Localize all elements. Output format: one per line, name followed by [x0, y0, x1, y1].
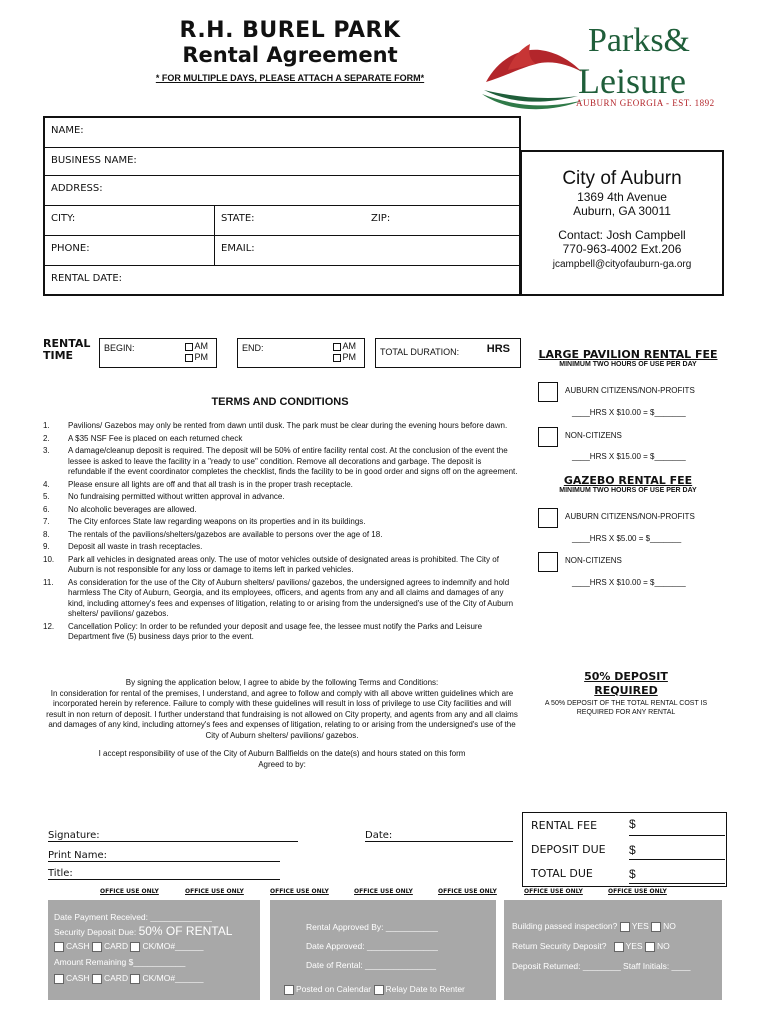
inspection-yes-checkbox[interactable] — [620, 922, 630, 932]
zip-field[interactable] — [365, 206, 521, 235]
pavilion-fee-section — [526, 348, 730, 368]
begin-am-checkbox[interactable] — [185, 343, 193, 351]
signing-statement — [43, 678, 521, 770]
office-use-label-6: OFFICE USE ONLY — [524, 888, 583, 895]
state-label: STATE: — [221, 213, 255, 224]
card-label-2: CARD — [104, 972, 129, 983]
return-yes-label: YES — [625, 941, 643, 951]
ckmo-label-1: CK/MO#______ — [142, 941, 204, 951]
gazebo-fee-minimum: MINIMUM TWO HOURS OF USE PER DAY — [559, 487, 697, 494]
gazebo-citizens-label: AUBURN CITIZENS/NON-PROFITS — [565, 512, 695, 521]
logo-tagline: AUBURN GEORGIA - EST. 1892 — [576, 98, 715, 108]
email-label: EMAIL: — [221, 243, 255, 254]
signing-p1: By signing the application below, I agree to abide by the following Terms and Conditions: — [125, 678, 439, 687]
date-approved: Date Approved: _______________ — [306, 941, 438, 951]
signature-field[interactable] — [48, 830, 298, 842]
end-label: END: — [242, 343, 264, 353]
pavilion-noncitizens-rate: ____HRS X $15.00 = $_______ — [572, 452, 686, 461]
total-due-dollar: $ — [629, 867, 636, 881]
inspection-no-label: NO — [663, 921, 676, 931]
city-field[interactable] — [45, 206, 215, 235]
terms-item-text: The City enforces State law regarding weapons on its properties and in its buildings. — [68, 517, 366, 526]
gazebo-noncitizens-checkbox[interactable] — [538, 552, 558, 572]
office-use-label-7: OFFICE USE ONLY — [608, 888, 667, 895]
rental-time-label — [43, 338, 90, 362]
cash-label-1: CASH — [66, 941, 90, 951]
office-use-label-2: OFFICE USE ONLY — [185, 888, 244, 895]
logo-parks: Parks& — [588, 22, 690, 59]
business-name-label: BUSINESS NAME: — [51, 155, 137, 166]
city-label: CITY: — [51, 213, 76, 224]
total-duration-field[interactable] — [375, 338, 521, 368]
return-yes-checkbox[interactable] — [614, 942, 624, 952]
header — [100, 18, 480, 83]
terms-item — [43, 492, 521, 503]
return-no-label: NO — [656, 941, 670, 951]
terms-item — [43, 421, 521, 432]
total-due-line[interactable] — [629, 883, 725, 884]
gazebo-fee-section — [526, 474, 730, 494]
deposit-heading — [526, 670, 726, 698]
card-label-1: CARD — [104, 941, 129, 951]
business-name-field[interactable] — [45, 148, 519, 176]
date-of-rental: Date of Rental: _______________ — [306, 960, 436, 970]
terms-item-text: As consideration for the use of the City of Auburn shelters/ pavilions/ gazebos, the undersigned agrees to indemnify and hold harmless The City of Auburn, Georgia, and its employees, officers, and agents from any and all claims and damages of any kind, including attorney's fees and expenses of litigation, relating to or arising from the undersigned's use of the City of Auburn shelters/ pavilions/ gazebos. — [68, 577, 514, 618]
payment-received: Date Payment Received: _____________ — [54, 912, 212, 922]
office-inspection-box — [504, 900, 722, 1000]
date-label: Date: — [365, 830, 393, 841]
pavilion-citizens-label: AUBURN CITIZENS/NON-PROFITS — [565, 386, 695, 395]
terms-item-text: No alcoholic beverages are allowed. — [68, 504, 197, 514]
posted-calendar-checkbox[interactable] — [284, 985, 294, 995]
terms-item-text: No fundraising permitted without written approval in advance. — [68, 492, 285, 501]
title-field[interactable] — [48, 868, 280, 880]
begin-time-field[interactable] — [99, 338, 217, 368]
terms-item-number: 12. — [43, 621, 55, 631]
rental-fee-line[interactable] — [629, 835, 725, 836]
deposit-text: A 50% DEPOSIT OF THE TOTAL RENTAL COST IS REQUIRED FOR ANY RENTAL — [544, 700, 708, 716]
deposit-head2: REQUIRED — [594, 684, 658, 697]
title-label: Title: — [48, 868, 73, 879]
end-time-field[interactable] — [237, 338, 365, 368]
print-name-label: Print Name: — [48, 850, 108, 861]
oak-leaf-icon — [478, 30, 588, 110]
terms-item-number: 2. — [43, 433, 50, 443]
city-contact-box — [520, 150, 724, 296]
terms-item — [43, 517, 521, 528]
end-am-label: AM — [342, 341, 356, 351]
terms-item-text: Please ensure all lights are off and that all trash is in the proper trash receptacle. — [68, 479, 353, 489]
begin-pm-label: PM — [194, 352, 208, 362]
deposit-due-dollar: $ — [629, 843, 636, 857]
terms-item — [43, 622, 521, 643]
contact-phone: 770-963-4002 Ext.206 — [562, 242, 682, 256]
relay-date-checkbox[interactable] — [374, 985, 384, 995]
terms-item-text: Pavilions/ Gazebos may only be rented from dawn until dusk. The park must be clear during the evening hours before dawn. — [68, 421, 508, 430]
office-payment-box — [48, 900, 260, 1000]
deposit-returned: Deposit Returned: ________ Staff Initials: ____ — [512, 961, 691, 971]
rental-date-field[interactable] — [45, 266, 519, 296]
relay-date-label: Relay Date to Renter — [385, 984, 465, 994]
city-citystate: Auburn, GA 30011 — [573, 204, 671, 218]
state-field[interactable] — [215, 206, 365, 235]
cash-checkbox-2[interactable] — [54, 974, 64, 984]
office-approval-box — [270, 900, 496, 1000]
hrs-label: HRS — [486, 343, 510, 355]
parks-leisure-logo — [478, 22, 728, 112]
terms-item-number: 6. — [43, 504, 50, 514]
deposit-due-label: DEPOSIT DUE — [531, 843, 606, 856]
inspection-yes-label: YES — [631, 921, 649, 931]
gazebo-noncitizens-rate: ____HRS X $10.00 = $_______ — [572, 578, 686, 587]
return-deposit-label: Return Security Deposit? — [512, 941, 607, 951]
title-park: R.H. BUREL PARK — [179, 18, 401, 43]
email-field[interactable] — [215, 236, 521, 265]
end-pm-label: PM — [342, 352, 356, 362]
address-field[interactable] — [45, 176, 519, 206]
signature-label: Signature: — [48, 830, 100, 841]
phone-field[interactable] — [45, 236, 215, 265]
terms-item — [43, 434, 521, 445]
address-label: ADDRESS: — [51, 183, 103, 194]
end-pm-checkbox[interactable] — [333, 354, 341, 362]
cash-checkbox-1[interactable] — [54, 942, 64, 952]
terms-item-number: 10. — [43, 554, 55, 564]
gazebo-citizens-rate: ____HRS X $5.00 = $_______ — [572, 534, 682, 543]
totals-box — [522, 812, 727, 887]
amount-remaining: Amount Remaining $___________ — [54, 956, 186, 967]
inspection-label: Building passed inspection? — [512, 921, 618, 931]
office-use-label-4: OFFICE USE ONLY — [354, 888, 413, 895]
pavilion-fee-minimum: MINIMUM TWO HOURS OF USE PER DAY — [559, 361, 697, 368]
begin-pm-checkbox[interactable] — [185, 354, 193, 362]
signing-p3: I accept responsibility of use of the City of Auburn Ballfields on the date(s) and hours stated on this form — [98, 749, 466, 758]
begin-am-label: AM — [194, 341, 208, 351]
rental-label: RENTAL — [43, 337, 91, 350]
card-checkbox-1[interactable] — [92, 942, 102, 952]
inspection-no-checkbox[interactable] — [651, 922, 661, 932]
terms-item-text: A damage/cleanup deposit is required. The deposit will be 50% of entire facility rental cost. At the conclusion of the event the lessee is asked to leave the facility in a "ready to use" condition. Remove all decorations and garbage. The deposit is refundable if the event coordinator completes the checklist, finds the facility to be in good order and signs off on the agreement. — [68, 446, 518, 476]
end-am-checkbox[interactable] — [333, 343, 341, 351]
pavilion-citizens-checkbox[interactable] — [538, 382, 558, 402]
ckmo-checkbox-2[interactable] — [130, 974, 140, 984]
terms-item-number: 8. — [43, 529, 50, 539]
terms-item-number: 5. — [43, 492, 50, 501]
applicant-info-box — [43, 116, 521, 296]
terms-item-text: Cancellation Policy: In order to be refunded your deposit and usage fee, the lessee must notify the Parks and Leisure Department five (5) business days prior to the event. — [68, 621, 483, 641]
security-due-label: Security Deposit Due: — [54, 927, 137, 937]
terms-item-number: 9. — [43, 542, 50, 551]
gazebo-citizens-checkbox[interactable] — [538, 508, 558, 528]
return-no-checkbox[interactable] — [645, 942, 655, 952]
terms-item-number: 4. — [43, 479, 50, 489]
contact-email: jcampbell@cityofauburn-ga.org — [552, 259, 692, 270]
multiple-days-note: * FOR MULTIPLE DAYS, PLEASE ATTACH A SEPARATE FORM* — [155, 73, 425, 83]
name-field[interactable] — [45, 118, 519, 148]
gazebo-fee-heading: GAZEBO RENTAL FEE — [563, 474, 693, 487]
rental-fee-label: RENTAL FEE — [531, 819, 598, 832]
name-label: NAME: — [51, 125, 84, 136]
office-use-label-3: OFFICE USE ONLY — [270, 888, 329, 895]
date-field[interactable] — [365, 830, 513, 842]
ckmo-checkbox-1[interactable] — [130, 942, 140, 952]
terms-item-text: A $35 NSF Fee is placed on each returned check — [68, 433, 243, 443]
contact-person: Contact: Josh Campbell — [558, 228, 686, 242]
pavilion-noncitizens-label: NON-CITIZENS — [565, 431, 622, 440]
terms-item — [43, 578, 521, 620]
terms-item — [43, 555, 521, 576]
terms-item — [43, 505, 521, 516]
begin-label: BEGIN: — [104, 343, 135, 353]
phone-label: PHONE: — [51, 243, 90, 254]
city-row — [45, 206, 519, 236]
terms-item-text: Deposit all waste in trash receptacles. — [68, 542, 203, 551]
print-name-field[interactable] — [48, 850, 280, 862]
security-due-value: 50% OF RENTAL — [138, 924, 233, 938]
approved-by: Rental Approved By: ___________ — [306, 922, 438, 932]
terms-item-text: Park all vehicles in designated areas only. The use of motor vehicles outside of designated areas is prohibited. The City of Auburn is not responsible for any loss or damage to items left in parked vehicles. — [68, 554, 499, 574]
deposit-due-line[interactable] — [629, 859, 725, 860]
pavilion-citizens-rate: ____HRS X $10.00 = $_______ — [572, 408, 686, 417]
rental-time-row — [43, 338, 521, 370]
ckmo-label-2: CK/MO#______ — [142, 972, 204, 983]
card-checkbox-2[interactable] — [92, 974, 102, 984]
zip-label: ZIP: — [371, 213, 391, 224]
office-use-label-5: OFFICE USE ONLY — [438, 888, 497, 895]
office-use-label-1: OFFICE USE ONLY — [100, 888, 159, 895]
posted-calendar-label: Posted on Calendar — [296, 984, 372, 994]
terms-item — [43, 530, 521, 541]
terms-item — [43, 542, 521, 553]
terms-item-number: 3. — [43, 446, 50, 455]
rental-date-label: RENTAL DATE: — [51, 273, 123, 284]
title-rental-agreement: Rental Agreement — [182, 43, 398, 67]
time-label: TIME — [43, 349, 74, 362]
pavilion-noncitizens-checkbox[interactable] — [538, 427, 558, 447]
logo-leisure: Leisure — [578, 61, 686, 101]
gazebo-noncitizens-label: NON-CITIZENS — [565, 556, 622, 565]
city-street: 1369 4th Avenue — [577, 190, 667, 204]
phone-row — [45, 236, 519, 266]
total-due-label: TOTAL DUE — [531, 867, 593, 880]
terms-item — [43, 446, 521, 478]
cash-label-2: CASH — [66, 972, 90, 983]
pavilion-fee-heading: LARGE PAVILION RENTAL FEE — [538, 348, 718, 361]
terms-title: TERMS AND CONDITIONS — [211, 396, 349, 408]
terms-item-number: 7. — [43, 517, 50, 526]
signing-p2: In consideration for rental of the premises, I understand, and agree to follow and comply with all above written guidelines which are incorporated herein by reference. Failure to comply with these guidelines will result in loss of privilege to use City facilities and will result in non return of deposit. I further understand that fundraising is not allowed on City property, and agents from any and all claims and damages of any kind, including attorney's fees and expenses of litigation, relating to or arising from the undersigned's use of the City of Auburn shelters/ pavilions/ gazebos. — [46, 688, 518, 740]
deposit-head1: 50% DEPOSIT — [584, 670, 668, 683]
terms-item-text: The rentals of the pavilions/shelters/gazebos are available to persons over the age of 18. — [68, 529, 383, 539]
city-name: City of Auburn — [562, 168, 682, 189]
duration-label: TOTAL DURATION: — [380, 347, 460, 357]
terms-item-number: 1. — [43, 421, 50, 430]
terms-item-number: 11. — [43, 577, 54, 587]
rental-fee-dollar: $ — [629, 817, 636, 831]
signing-p4: Agreed to by: — [258, 759, 306, 769]
terms-list — [43, 421, 521, 645]
terms-item — [43, 480, 521, 491]
